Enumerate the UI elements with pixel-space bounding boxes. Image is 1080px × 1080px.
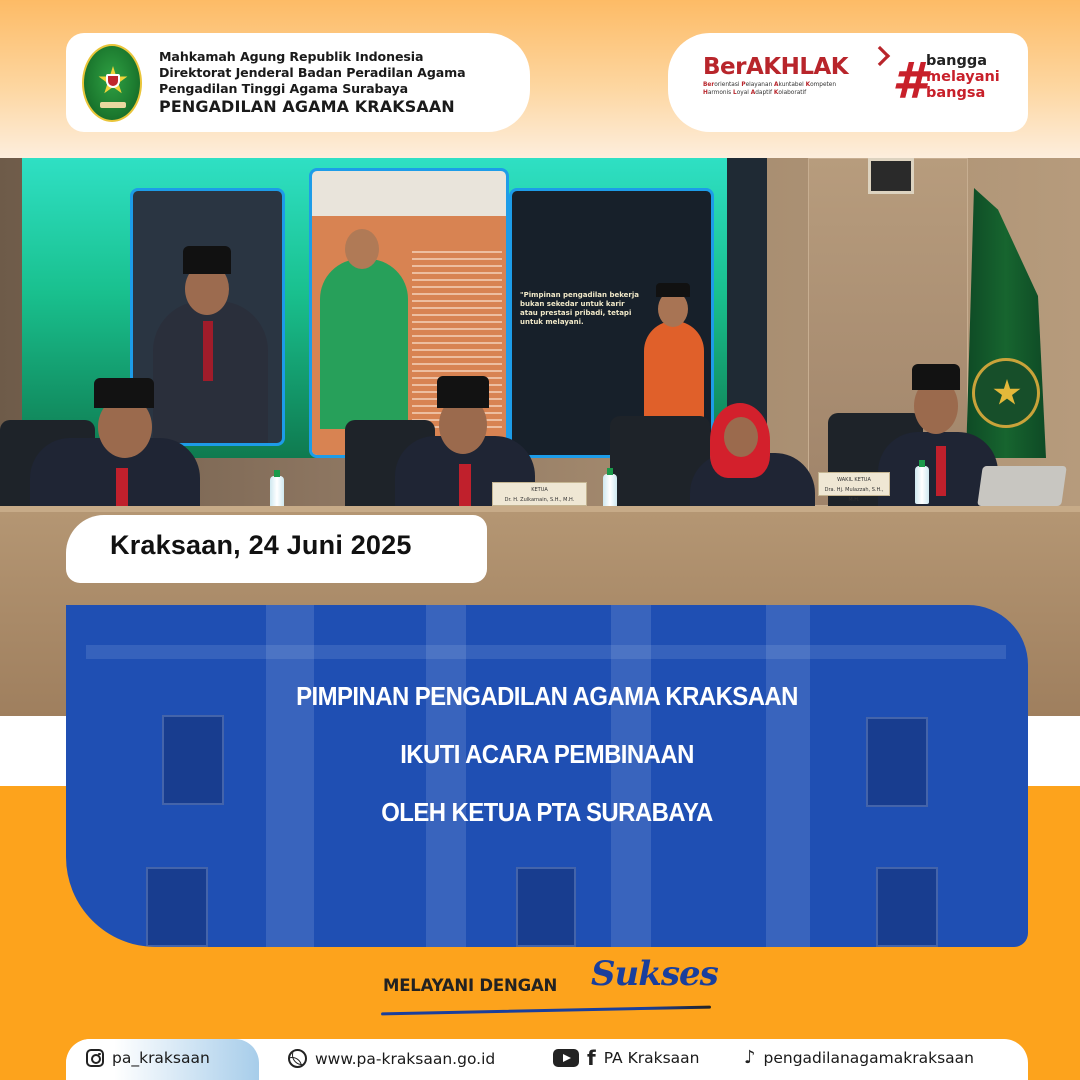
tag-text: ompeten: [810, 82, 837, 88]
date-pill: [66, 515, 487, 583]
laptop: [977, 466, 1067, 506]
institution-card: [66, 33, 530, 132]
nameplate-wakil-ketua: [818, 472, 890, 503]
berakhlak-logo: [703, 53, 848, 97]
person-cap: [912, 364, 960, 390]
tag-initial: P: [741, 82, 746, 88]
screen-quote-text: "Pimpinan pengadilan bekerja bukan sekedar untuk karir atau prestasi pribadi, tetapi untuk melayani.: [520, 291, 639, 326]
person-head: [724, 417, 758, 457]
screen-person-cap: [183, 246, 231, 274]
slide-head: [345, 229, 379, 269]
youtube-facebook-link[interactable]: [553, 1046, 700, 1070]
institution-text: [159, 49, 466, 117]
headline-card: [66, 605, 1028, 947]
tag-initial: Ber: [703, 82, 715, 88]
instagram-handle: pa_kraksaan: [112, 1049, 210, 1067]
tag-initial: H: [703, 90, 708, 96]
nameplate-name: Dra. Hj. Mulazzah, S.H., M.H.: [824, 487, 884, 503]
instagram-icon: [86, 1049, 104, 1067]
org-line-2: Direktorat Jenderal Badan Peradilan Agama: [159, 65, 466, 80]
tag-initial: A: [750, 90, 756, 96]
quote-cap: [656, 283, 690, 297]
screen-person-tie: [203, 321, 213, 381]
bangga-word: bangga: [926, 53, 988, 69]
event-date: Kraksaan, 24 Juni 2025: [110, 530, 412, 560]
bangga-words: [926, 53, 1000, 101]
headline-line-3: OLEH KETUA PTA SURABAYA: [381, 797, 713, 827]
org-line-3: Pengadilan Tinggi Agama Surabaya: [159, 81, 408, 96]
instagram-link[interactable]: [86, 1049, 210, 1067]
nameplate-title: WAKIL KETUA: [837, 477, 871, 483]
berakhlak-wordmark: BerAKHLAK: [703, 54, 849, 80]
hashtag-icon: #: [892, 52, 927, 110]
headline-line-2: IKUTI ACARA PEMBINAAN: [400, 739, 694, 769]
tag-initial: L: [733, 90, 737, 96]
tag-initial: A: [774, 82, 779, 88]
facebook-icon: f: [587, 1046, 596, 1070]
youtube-facebook-handle: PA Kraksaan: [603, 1049, 700, 1067]
building-window: [146, 867, 208, 947]
headline-line-1: PIMPINAN PENGADILAN AGAMA KRAKSAAN: [296, 681, 798, 711]
bangsa-word: bangsa: [926, 85, 986, 101]
values-card: [668, 33, 1028, 132]
tag-initial: K: [805, 82, 811, 88]
nameplate-title: KETUA: [531, 487, 548, 493]
tiktok-handle: pengadilanagamakraksaan: [763, 1049, 974, 1067]
person-tie: [936, 446, 946, 496]
water-bottle: [915, 466, 929, 504]
tag-text: orientasi: [714, 82, 742, 88]
header-band: [0, 0, 1080, 158]
chevron-right-icon: [870, 46, 890, 66]
nameplate-ketua: [492, 482, 587, 506]
youtube-icon: [553, 1049, 579, 1067]
tag-text: kuntabel: [778, 82, 806, 88]
slide-robe: [320, 259, 408, 429]
tag-initial: K: [773, 90, 779, 96]
tag-text: armonis: [707, 90, 734, 96]
tag-text: elayanan: [745, 82, 775, 88]
berakhlak-tagline-1: [703, 81, 848, 89]
tag-text: oyal: [736, 90, 751, 96]
tag-text: olaboratif: [778, 90, 807, 96]
wall-portrait: [868, 158, 914, 194]
flag-emblem-icon: [972, 358, 1040, 428]
tiktok-link[interactable]: [744, 1049, 974, 1067]
person-cap: [437, 376, 489, 408]
tag-text: daptif: [755, 90, 774, 96]
building-roofline: [86, 645, 1006, 659]
nameplate-name: Dr. H. Zulkarnain, S.H., M.H.: [504, 497, 575, 503]
berakhlak-tagline-2: [703, 89, 848, 97]
slogan: [383, 954, 718, 995]
slogan-script: Sukses: [591, 954, 718, 994]
logo-shield-shape: [106, 74, 120, 88]
logo-ribbon-shape: [100, 102, 126, 108]
person-cap: [94, 378, 154, 408]
social-footer: [66, 1039, 1028, 1080]
building-door: [516, 867, 576, 947]
website-url: www.pa-kraksaan.go.id: [315, 1049, 496, 1068]
globe-icon: [288, 1049, 307, 1068]
slogan-plain: MELAYANI DENGAN: [383, 976, 558, 995]
mahkamah-agung-logo-icon: [82, 44, 142, 122]
tiktok-icon: ♪: [744, 1047, 756, 1068]
website-link[interactable]: [288, 1049, 495, 1068]
court-name: PENGADILAN AGAMA KRAKSAAN: [159, 97, 455, 116]
org-line-1: Mahkamah Agung Republik Indonesia: [159, 49, 424, 64]
melayani-word: melayani: [926, 69, 1000, 85]
headline: [66, 667, 1028, 841]
building-window: [876, 867, 938, 947]
